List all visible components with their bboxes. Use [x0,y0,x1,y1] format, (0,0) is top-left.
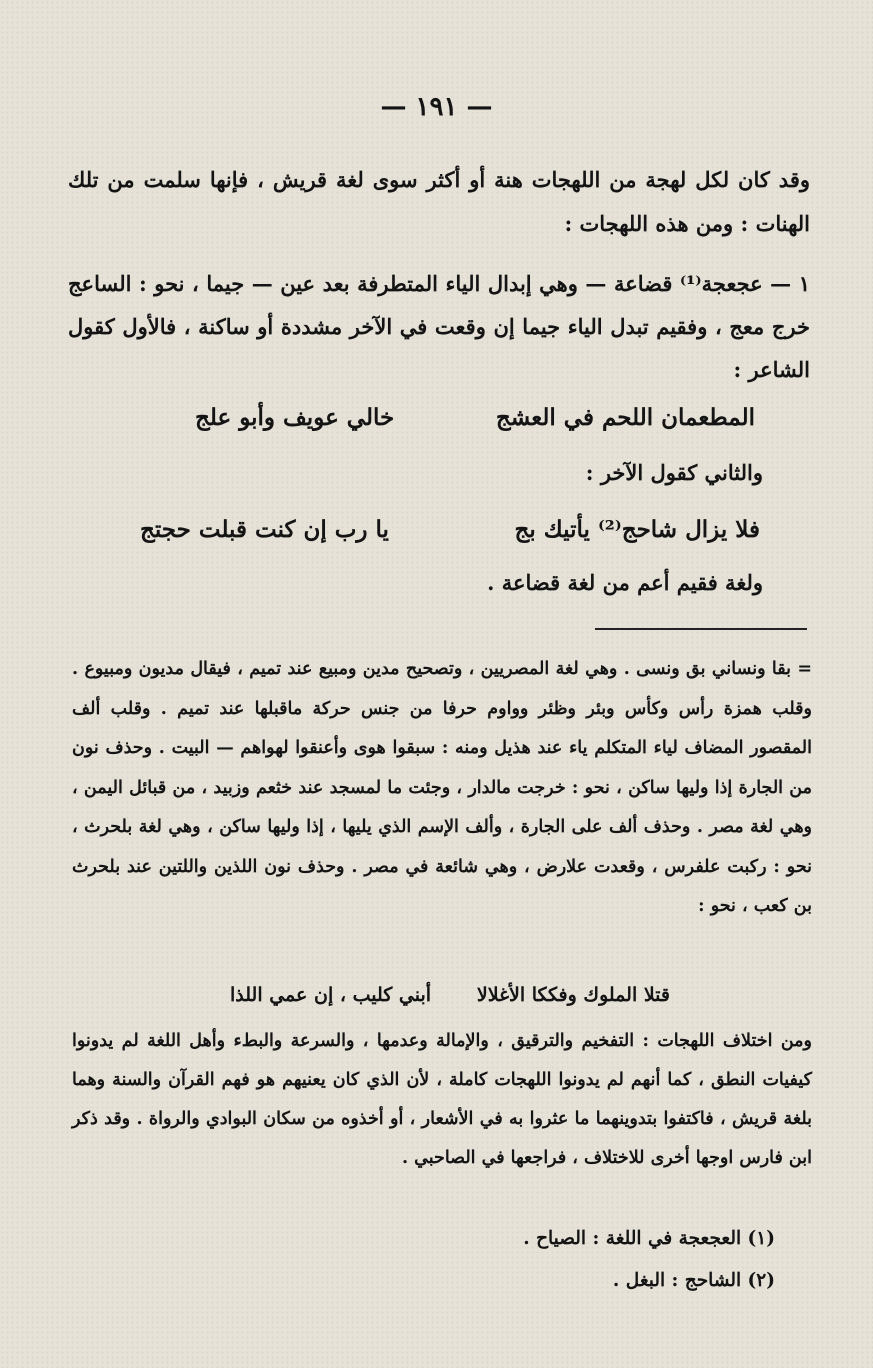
verse-1 [195,404,755,431]
footnote-dialect-differences: ومن اختلاف اللهجات : التفخيم والترقيق ، والإمالة وعدمها ، والسرعة والبطء وأهل اللغة لم يدونوا كيفيات النطق ، كما أنهم لم يدونوا اللهجات كاملة ، لأن الذي كان يعنيهم هو فهم القرآن والسنة وهما بلغة قريش ، فاكتفوا بتدوينهما ما عثروا به في الأشعار ، أو أخذوه من سكان البوادي والرواة . وقد ذكر ابن فارس اوجها أخرى للاختلاف ، فراجعها في الصاحبي . [72,1031,812,1168]
footnote-divider [595,628,807,630]
footnote-continuation: = بقا ونساني بق ونسى . وهي لغة المصريين ، وتصحيح مدين ومبيع عند تميم ، فيقال مديون ومبيوع . وقلب همزة رأس وكأس وبئر وظئر وواوم حرفا من جنس حركة ماقبلها عند تميم . وقلب ألف المقصور المضاف لياء المتكلم ياء عند هذيل ومنه : سبقوا هوى وأعنقوا لهواهم — البيت . وحذف نون من الجارة إذا وليها ساكن ، نحو : خرجت مالدار ، وجئت ما لمسجد عند خثعم وزبيد ، من قبائل اليمن ، وهي لغة مصر . وحذف ألف على الجارة ، وألف الإسم الذي يليها ، إذا وليها ساكن ، وهي لغة بلحرث ، نحو : ركبت علفرس ، وقعدت علارض ، وهي شائعة في مصر . وحذف نون اللذين واللتين عند بلحرث بن كعب ، نحو : [72,659,812,916]
page-number: — ١٩١ — [380,92,493,122]
footnote-1: (١) العجعجة في اللغة : الصياح . [523,1228,775,1249]
footnote-verse-first-hemistich: أبني كليب ، إن عمي اللذا [230,984,432,1006]
intro-paragraph: وقد كان لكل لهجة من اللهجات هنة أو أكثر سوى لغة قريش ، فإنها سلمت من تلك الهنات : ومن هذه اللهجات : [68,167,810,236]
footnote-2: (٢) الشاحج : البغل . [612,1270,775,1291]
conclusion-line: ولغة فقيم أعم من لغة قضاعة . [487,570,763,595]
verse-2 [140,516,760,543]
second-example-intro: والثاني كقول الآخر : [585,460,763,485]
verse-1-second-hemistich: المطعمان اللحم في العشج [495,404,755,431]
footnote-verse [230,984,670,1006]
footnote-verse-second-hemistich: قتلا الملوك وفككا الأغلالا [476,984,670,1006]
verse-1-first-hemistich: خالي عويف وأبو علج [195,404,395,431]
item-1-paragraph: ١ — عجعجة⁽¹⁾ قضاعة — وهي إبدال الياء المتطرفة بعد عين — جيما ، نحو : الساعج خرج معج ، وفقيم تبدل الياء جيما إن وقعت في الآخر مشددة أو ساكنة ، فالأول كقول الشاعر : [68,271,810,382]
verse-2-first-hemistich: يا رب إن كنت قبلت حجتج [140,516,389,543]
verse-2-second-hemistich: فلا يزال شاحج⁽²⁾ يأتيك بج [514,516,760,543]
